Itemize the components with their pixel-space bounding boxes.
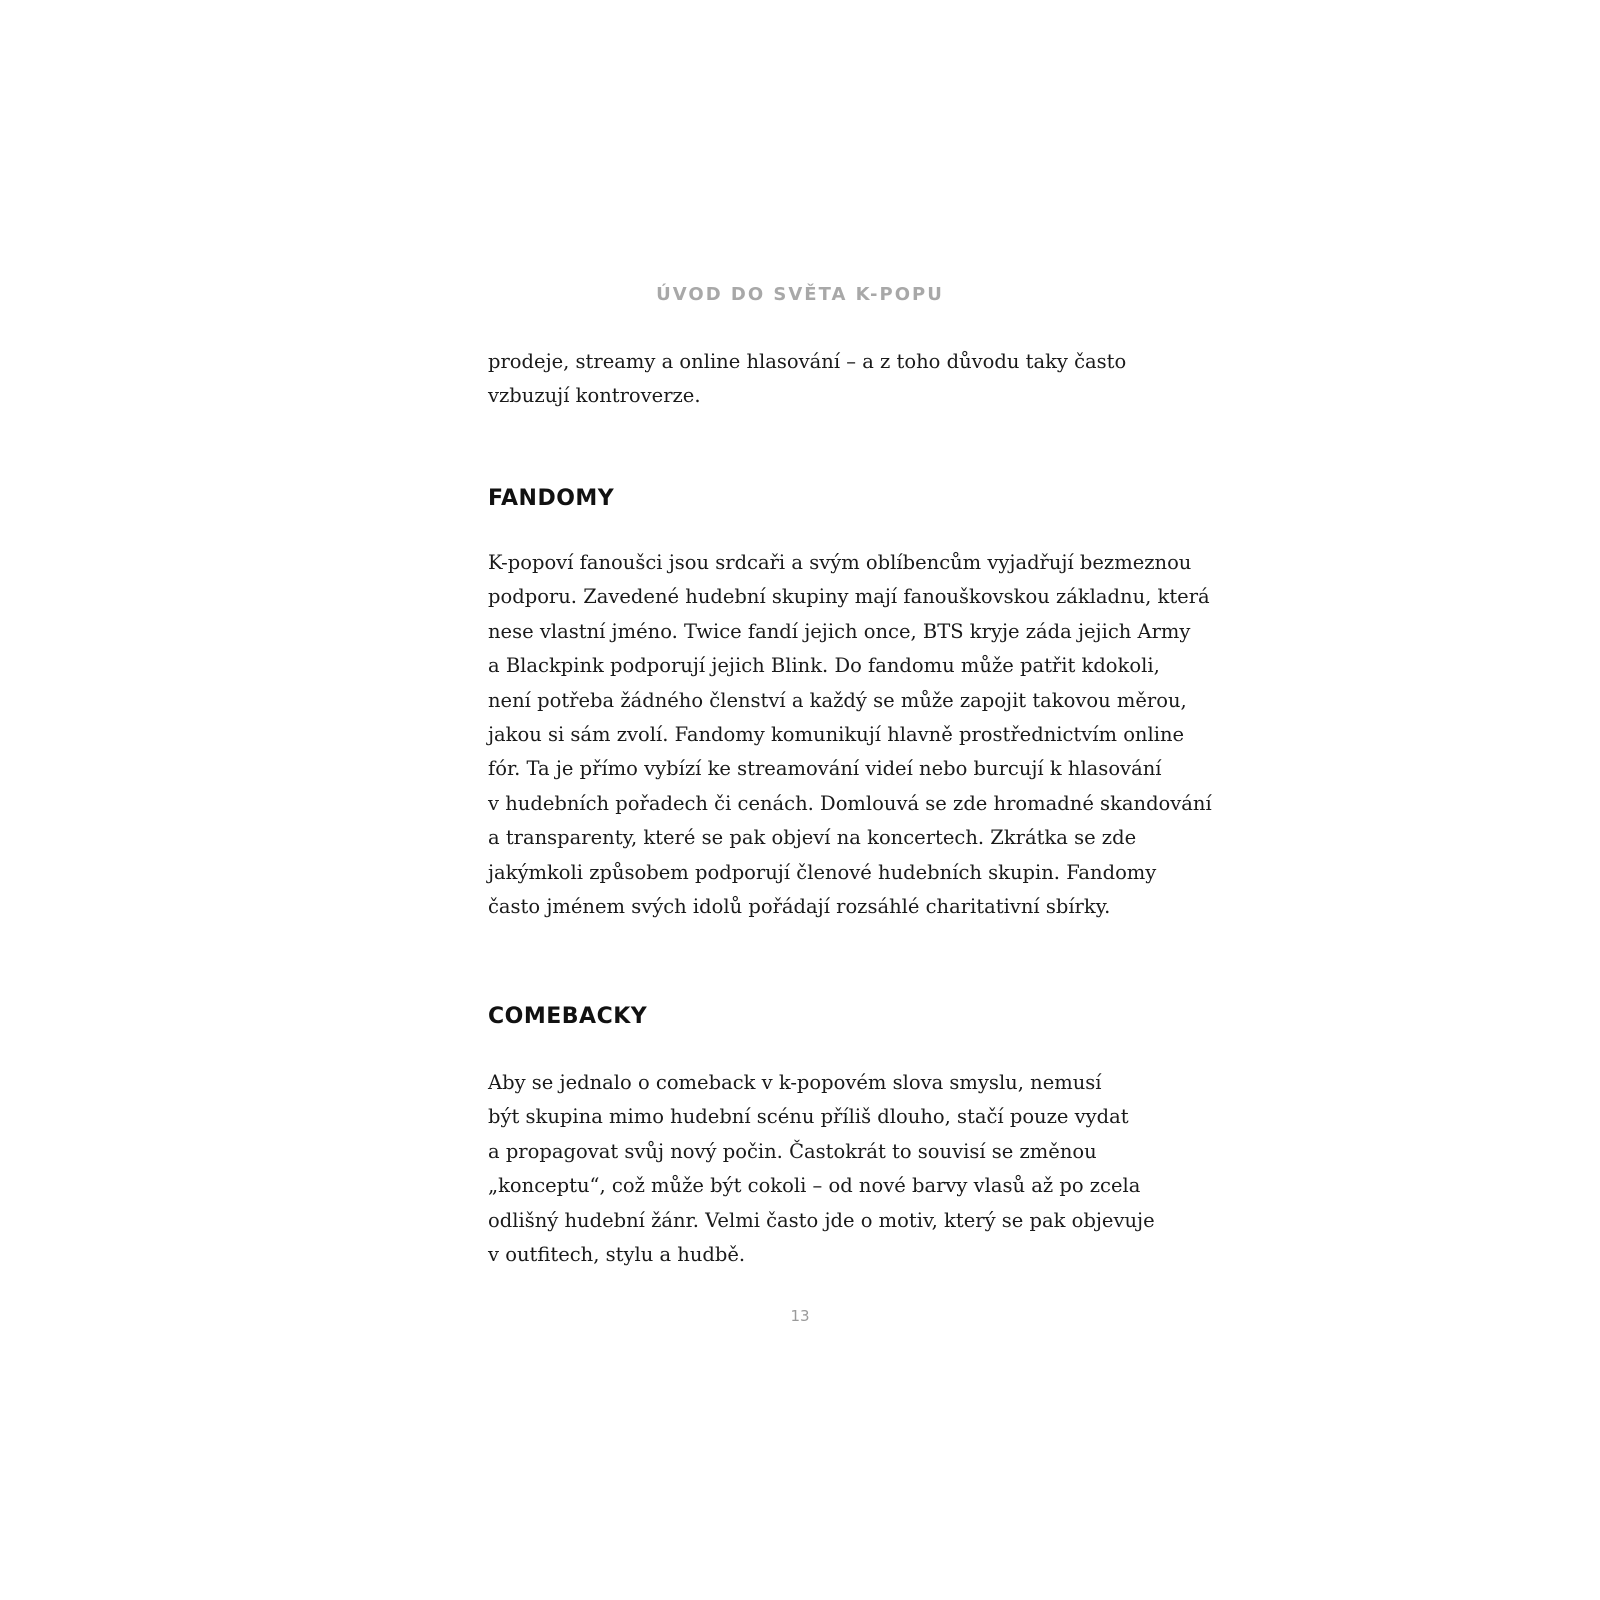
text-line: a Blackpink podporují jejich Blink. Do fandomu může patřit kdokoli, (488, 654, 1160, 678)
text-line: podporu. Zavedené hudební skupiny mají fanouškovskou základnu, která (488, 585, 1210, 609)
text-line: fór. Ta je přímo vybízí ke streamování videí nebo burcují k hlasování (488, 757, 1162, 781)
paragraph-fandomy (488, 546, 1212, 924)
section-heading-comebacky: COMEBACKY (488, 1004, 648, 1029)
text-line: a transparenty, které se pak objeví na koncertech. Zkrátka se zde (488, 826, 1137, 850)
text-line: jakýmkoli způsobem podporují členové hudebních skupin. Fandomy (488, 860, 1157, 884)
text-line: nese vlastní jméno. Twice fandí jejich once, BTS kryje záda jejich Army (488, 619, 1191, 643)
text-line: jakou si sám zvolí. Fandomy komunikují hlavně prostřednictvím online (488, 723, 1185, 747)
text-line: vzbuzují kontroverze. (488, 384, 701, 408)
running-head: ÚVOD DO SVĚTA K-POPU (656, 284, 944, 305)
text-line: v hudebních pořadech či cenách. Domlouvá se zde hromadné skandování (488, 791, 1212, 815)
text-line: v outfitech, stylu a hudbě. (488, 1243, 746, 1267)
intro-paragraph (488, 345, 1128, 414)
text-line: a propagovat svůj nový počin. Častokrát to souvisí se změnou (488, 1139, 1097, 1163)
text-line: K-popoví fanoušci jsou srdcaři a svým oblíbencům vyjadřují bezmeznou (488, 551, 1192, 574)
text-line: není potřeba žádného členství a každý se může zapojit takovou měrou, (488, 688, 1187, 712)
text-line: často jménem svých idolů pořádají rozsáhlé charitativní sbírky. (488, 895, 1111, 919)
text-line: být skupina mimo hudební scénu příliš dlouho, stačí pouze vydat (488, 1105, 1129, 1129)
text-line: Aby se jednalo o comeback v k-popovém slova smyslu, nemusí (488, 1071, 1102, 1094)
paragraph-comebacky (488, 1066, 1155, 1272)
text-line: prodeje, streamy a online hlasování – a z toho důvodu taky často (488, 350, 1127, 373)
page-number: 13 (790, 1307, 810, 1325)
section-heading-fandomy: FANDOMY (488, 486, 615, 511)
text-line: „konceptu“, což může být cokoli – od nové barvy vlasů až po zcela (488, 1174, 1141, 1198)
text-line: odlišný hudební žánr. Velmi často jde o motiv, který se pak objevuje (488, 1208, 1155, 1232)
